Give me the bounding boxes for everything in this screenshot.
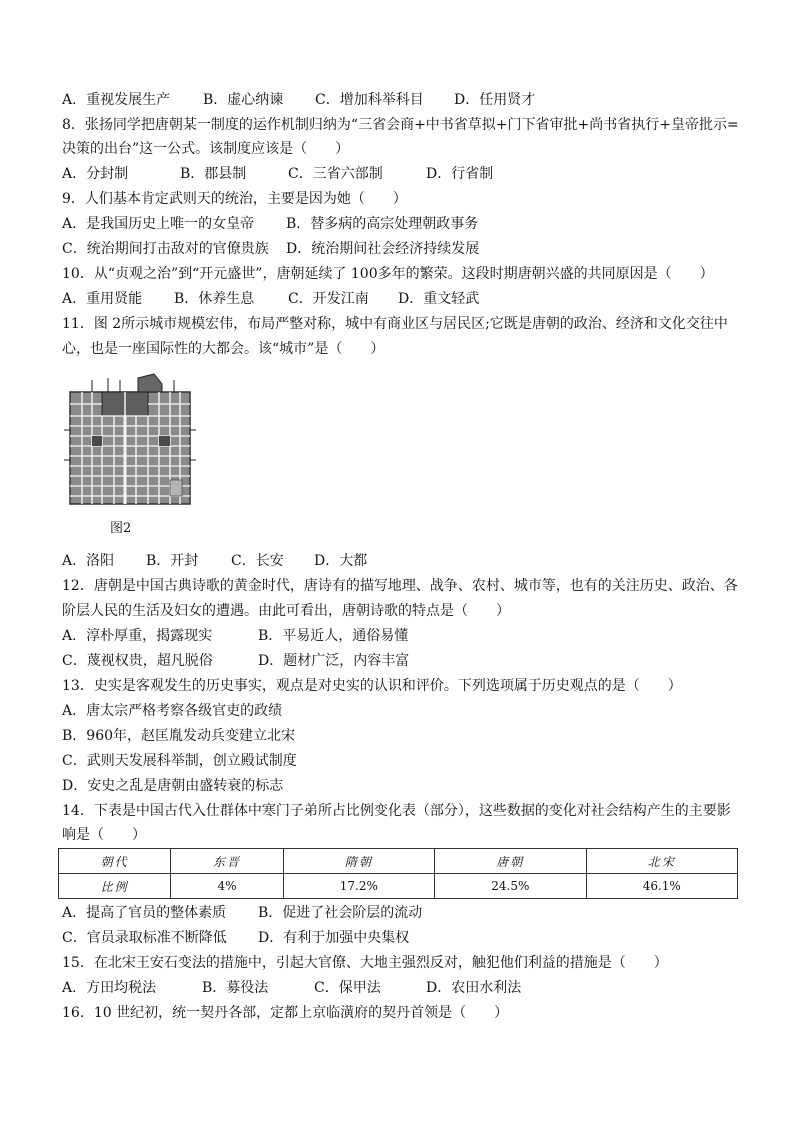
q8-option-a: A．分封制 xyxy=(62,166,129,182)
figure-caption: 图2 xyxy=(110,521,132,536)
q7-option-c: C．增加科举科目 xyxy=(315,92,424,108)
q12-option-c: C．蔑视权贵，超凡脱俗 xyxy=(62,653,213,669)
q14-option-a: A．提高了官员的整体素质 xyxy=(62,905,227,921)
q9-option-c: C．统治期间打击敌对的官僚贵族 xyxy=(62,241,269,257)
q15-option-b: B．募役法 xyxy=(202,980,269,996)
q13-option-a: A．唐太宗严格考察各级官吏的政绩 xyxy=(62,703,283,719)
q7-option-a: A．重视发展生产 xyxy=(62,92,171,108)
q10-stem: 10．从“贞观之治”到“开元盛世”，唐朝延续了 100多年的繁荣。这段时期唐朝兴盛的共同原因是（ ） xyxy=(62,266,714,282)
q9-option-d: D．统治期间社会经济持续发展 xyxy=(286,241,480,257)
table-cell: 24.5% xyxy=(435,874,586,899)
table-cell: 4% xyxy=(171,874,283,899)
q10-option-d: D．重文轻武 xyxy=(398,291,480,307)
q15-option-d: D．农田水利法 xyxy=(426,980,522,996)
q13-stem: 13．史实是客观发生的历史事实，观点是对史实的认识和评价。下列选项属于历史观点的是（ ） xyxy=(62,678,682,694)
q13-option-c: C．武则天发展科举制，创立殿试制度 xyxy=(62,753,297,769)
q15-option-c: C．保甲法 xyxy=(314,980,381,996)
q7-option-d: D．任用贤才 xyxy=(454,92,536,108)
q11-option-a: A．洛阳 xyxy=(62,553,115,569)
q8-option-b: B．郡县制 xyxy=(180,166,247,182)
q10-option-a: A．重用贤能 xyxy=(62,291,143,307)
q12-option-d: D．题材广泛，内容丰富 xyxy=(258,653,410,669)
q11-option-b: B．开封 xyxy=(146,553,199,569)
q14-option-b: B．促进了社会阶层的流动 xyxy=(258,905,423,921)
q7-option-b: B．虚心纳谏 xyxy=(203,92,284,108)
table-cell: 46.1% xyxy=(586,874,737,899)
q12-stem-line1: 12．唐朝是中国古典诗歌的黄金时代，唐诗有的描写地理、战争、农村、城市等，也有的关注历史、政治、各 xyxy=(62,578,738,594)
q11-stem-line2: 心，也是一座国际性的大都会。该“城市”是（ ） xyxy=(62,341,385,357)
table-header-cell: 北宋 xyxy=(586,849,737,874)
table-header-row xyxy=(59,849,738,874)
q15-option-a: A．方田均税法 xyxy=(62,980,157,996)
q8-stem-line2: 决策的出台”这一公式。该制度应该是（ ） xyxy=(62,141,350,157)
q8-stem-line1: 8．张扬同学把唐朝某一制度的运作机制归纳为“三省会商+中书省草拟+门下省审批+尚书省执行+皇帝批示= xyxy=(62,117,739,133)
q9-option-a: A．是我国历史上唯一的女皇帝 xyxy=(62,216,255,232)
q14-stem-line1: 14．下表是中国古代入仕群体中寒门子弟所占比例变化表（部分），这些数据的变化对社会结构产生的主要影 xyxy=(62,803,731,819)
q12-option-b: B．平易近人，通俗易懂 xyxy=(258,628,409,644)
proportion-table xyxy=(58,848,738,899)
q10-option-b: B．休养生息 xyxy=(174,291,255,307)
q14-stem-line2: 响是（ ） xyxy=(62,827,146,843)
table-cell: 比例 xyxy=(59,874,171,899)
city-plan-figure xyxy=(62,370,202,540)
q8-option-c: C．三省六部制 xyxy=(288,166,383,182)
q9-stem: 9．人们基本肯定武则天的统治，主要是因为她（ ） xyxy=(62,191,407,207)
q11-stem-line1: 11．图 2所示城市规模宏伟，布局严整对称，城中有商业区与居民区;它既是唐朝的政治、经济和文化交往中 xyxy=(62,316,728,332)
table-cell: 17.2% xyxy=(283,874,434,899)
q8-option-d: D．行省制 xyxy=(426,166,494,182)
table-header-cell: 唐朝 xyxy=(435,849,586,874)
q9-option-b: B．替多病的高宗处理朝政事务 xyxy=(286,216,479,232)
q12-stem-line2: 阶层人民的生活及妇女的遭遇。由此可看出，唐朝诗歌的特点是（ ） xyxy=(62,603,510,619)
q16-stem: 16．10 世纪初，统一契丹各部，定都上京临潢府的契丹首领是（ ） xyxy=(62,1005,509,1021)
q14-option-d: D．有利于加强中央集权 xyxy=(258,930,410,946)
table-header-cell: 朝代 xyxy=(59,849,171,874)
table-header-cell: 东晋 xyxy=(171,849,283,874)
q11-option-d: D．大都 xyxy=(314,553,368,569)
q13-option-d: D．安史之乱是唐朝由盛转衰的标志 xyxy=(62,778,284,794)
q11-option-c: C．长安 xyxy=(231,553,284,569)
q10-option-c: C．开发江南 xyxy=(288,291,369,307)
table-row xyxy=(59,874,738,899)
q14-option-c: C．官员录取标准不断降低 xyxy=(62,930,227,946)
q12-option-a: A．淳朴厚重，揭露现实 xyxy=(62,628,213,644)
table-header-cell: 隋朝 xyxy=(283,849,434,874)
q15-stem: 15．在北宋王安石变法的措施中，引起大官僚、大地主强烈反对，触犯他们利益的措施是（ ） xyxy=(62,955,668,971)
q13-option-b: B．960年，赵匡胤发动兵变建立北宋 xyxy=(62,728,296,744)
